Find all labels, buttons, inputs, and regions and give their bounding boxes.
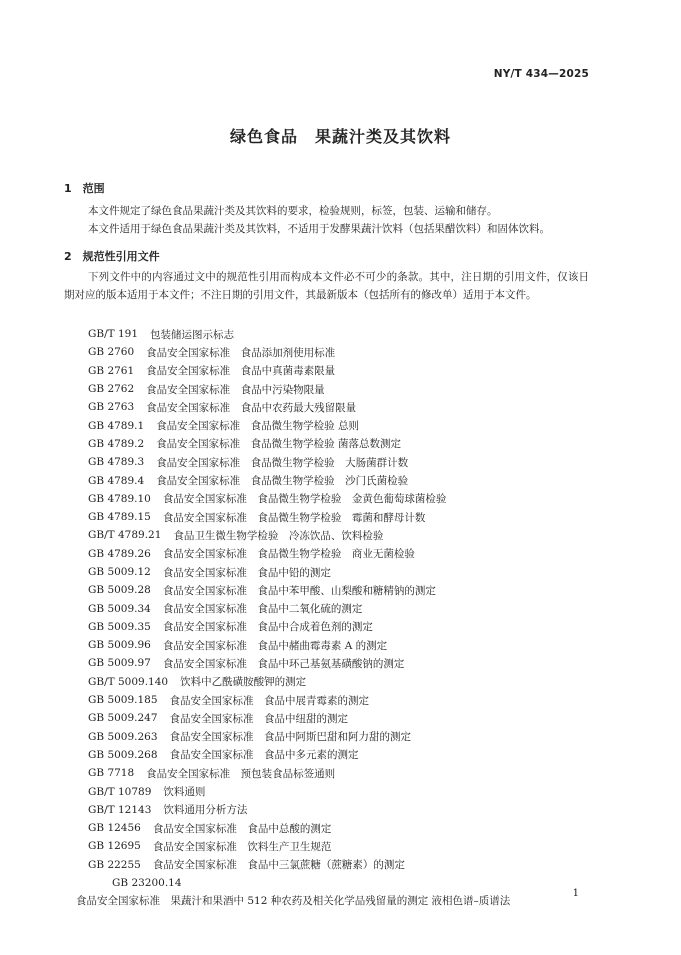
reference-item xyxy=(64,416,589,434)
reference-item xyxy=(64,526,589,544)
reference-item xyxy=(64,362,589,380)
section-1-paragraph: 本文件规定了绿色食品果蔬汁类及其饮料的要求，检验规则，标签，包装、运输和储存。 xyxy=(88,205,498,217)
reference-title: 食品安全国家标准 食品中环己基氨基磺酸钠的测定 xyxy=(162,657,405,670)
section-1-heading: 1 范围 xyxy=(64,182,105,195)
reference-title: 食品安全国家标准 食品中合成着色剂的测定 xyxy=(162,621,373,634)
reference-code: GB/T 5009.140 xyxy=(88,675,169,688)
reference-item xyxy=(64,581,589,599)
reference-item xyxy=(64,837,589,855)
reference-item xyxy=(64,435,589,453)
reference-item xyxy=(64,325,589,343)
reference-title: 食品安全国家标准 食品中赭曲霉毒素 A 的测定 xyxy=(162,639,388,652)
reference-title: 食品安全国家标准 食品中农药最大残留限量 xyxy=(146,401,357,414)
reference-code: GB 4789.1 xyxy=(88,419,145,432)
reference-item xyxy=(64,343,589,361)
reference-code: GB 5009.12 xyxy=(88,566,151,578)
reference-title: 食品安全国家标准 食品中三氯蔗糖（蔗糖素）的测定 xyxy=(152,859,405,872)
reference-item xyxy=(64,618,589,636)
reference-title: 食品安全国家标准 饮料生产卫生规范 xyxy=(152,840,332,853)
reference-code: GB 12695 xyxy=(88,840,141,853)
reference-code: GB 4789.15 xyxy=(88,511,151,524)
reference-title: 食品安全国家标准 食品中总酸的测定 xyxy=(152,822,332,835)
reference-code: GB 4789.2 xyxy=(88,437,145,450)
reference-item xyxy=(64,728,589,746)
reference-item xyxy=(64,654,589,672)
reference-code: GB 5009.35 xyxy=(88,620,151,633)
reference-item xyxy=(64,874,589,910)
reference-item xyxy=(64,398,589,416)
reference-title: 食品安全国家标准 食品微生物学检验 菌落总数测定 xyxy=(156,438,402,451)
reference-item xyxy=(64,673,589,691)
reference-item xyxy=(64,856,589,874)
reference-item xyxy=(64,801,589,819)
section-2-intro xyxy=(64,268,589,304)
reference-code: GB 5009.96 xyxy=(88,639,151,652)
reference-title: 饮料通则 xyxy=(163,786,206,799)
reference-code: GB/T 4789.21 xyxy=(88,529,162,542)
reference-title: 食品安全国家标准 食品微生物学检验 商业无菌检验 xyxy=(162,548,415,561)
reference-title: 包装储运图示标志 xyxy=(150,328,235,341)
reference-code: GB 2762 xyxy=(88,383,135,396)
reference-title: 食品安全国家标准 食品中真菌毒素限量 xyxy=(146,365,336,378)
reference-item xyxy=(64,563,589,581)
reference-title: 食品安全国家标准 食品微生物学检验 总则 xyxy=(156,420,360,433)
reference-code: GB 2760 xyxy=(88,346,135,359)
reference-title: 食品安全国家标准 食品微生物学检验 霉菌和酵母计数 xyxy=(162,511,426,524)
section-1-paragraph: 本文件适用于绿色食品果蔬汁类及其饮料，不适用于发酵果蔬汁饮料（包括果醋饮料）和固体饮料。 xyxy=(88,223,550,235)
normative-references-list xyxy=(64,325,589,910)
reference-item xyxy=(64,746,589,764)
page-number: 1 xyxy=(572,888,579,899)
reference-title: 食品安全国家标准 食品中二氧化硫的测定 xyxy=(162,603,363,616)
reference-title: 食品安全国家标准 食品微生物学检验 沙门氏菌检验 xyxy=(156,475,409,488)
reference-code: GB 4789.4 xyxy=(88,474,145,487)
reference-item xyxy=(64,490,589,508)
reference-title: 食品安全国家标准 食品添加剂使用标准 xyxy=(146,346,336,359)
reference-code: GB 5009.97 xyxy=(88,657,151,670)
reference-item xyxy=(64,764,589,782)
reference-code: GB 7718 xyxy=(88,767,135,780)
reference-item xyxy=(64,380,589,398)
reference-code: GB/T 12143 xyxy=(88,803,152,816)
section-1-body xyxy=(64,202,589,238)
reference-title: 食品安全国家标准 食品中铅的测定 xyxy=(162,566,331,579)
reference-title: 食品安全国家标准 预包装食品标签通则 xyxy=(146,767,336,780)
reference-title: 食品安全国家标准 食品中阿斯巴甜和阿力甜的测定 xyxy=(169,731,412,744)
reference-code: GB 4789.26 xyxy=(88,547,151,560)
reference-title: 食品安全国家标准 食品微生物学检验 大肠菌群计数 xyxy=(156,456,409,469)
reference-item xyxy=(64,508,589,526)
reference-item xyxy=(64,819,589,837)
reference-code: GB 4789.3 xyxy=(88,456,145,469)
reference-code: GB 5009.34 xyxy=(88,602,151,615)
reference-item xyxy=(64,599,589,617)
document-title: 绿色食品 果蔬汁类及其饮料 xyxy=(229,127,451,146)
reference-title: 食品安全国家标准 果蔬汁和果酒中 512 种农药及相关化学品残留量的测定 液相色谱–质谱法 xyxy=(76,894,511,907)
reference-code: GB 5009.268 xyxy=(88,748,158,761)
reference-code: GB 22255 xyxy=(88,858,141,871)
reference-code: GB 23200.14 xyxy=(112,876,182,889)
reference-code: GB 12456 xyxy=(88,822,141,835)
reference-title: 食品安全国家标准 食品微生物学检验 金黄色葡萄球菌检验 xyxy=(162,493,447,506)
reference-title: 食品安全国家标准 食品中多元素的测定 xyxy=(169,749,359,762)
reference-title: 食品安全国家标准 食品中污染物限量 xyxy=(146,383,325,396)
section-2-intro-text: 下列文件中的内容通过文中的规范性引用而构成本文件必不可少的条款。其中，注日期的引用文件，仅该日期对应的版本适用于本文件；不注日期的引用文件，其最新版本（包括所有的修改单）适用于本文件。 xyxy=(64,271,589,301)
reference-code: GB 5009.185 xyxy=(88,694,158,707)
reference-item xyxy=(64,709,589,727)
reference-code: GB 5009.247 xyxy=(88,712,158,725)
reference-title: 食品安全国家标准 食品中纽甜的测定 xyxy=(169,712,349,725)
reference-title: 饮料通用分析方法 xyxy=(163,804,248,817)
reference-code: GB/T 10789 xyxy=(88,785,152,798)
reference-code: GB/T 191 xyxy=(88,328,139,341)
reference-code: GB 2763 xyxy=(88,401,135,414)
reference-item xyxy=(64,691,589,709)
reference-title: 饮料中乙酰磺胺酸钾的测定 xyxy=(180,676,307,689)
reference-code: GB 5009.28 xyxy=(88,584,151,597)
reference-code: GB 4789.10 xyxy=(88,492,151,505)
reference-title: 食品卫生微生物学检验 冷冻饮品、饮料检验 xyxy=(173,529,384,542)
reference-item xyxy=(64,545,589,563)
reference-title: 食品安全国家标准 食品中苯甲酸、山梨酸和糖精钠的测定 xyxy=(162,584,436,597)
reference-item xyxy=(64,782,589,800)
reference-title: 食品安全国家标准 食品中展青霉素的测定 xyxy=(169,694,370,707)
standard-code: NY/T 434—2025 xyxy=(493,68,589,80)
reference-item xyxy=(64,636,589,654)
reference-item xyxy=(64,471,589,489)
reference-code: GB 5009.263 xyxy=(88,730,158,743)
reference-item xyxy=(64,453,589,471)
reference-code: GB 2761 xyxy=(88,364,135,377)
section-2-heading: 2 规范性引用文件 xyxy=(64,250,160,263)
